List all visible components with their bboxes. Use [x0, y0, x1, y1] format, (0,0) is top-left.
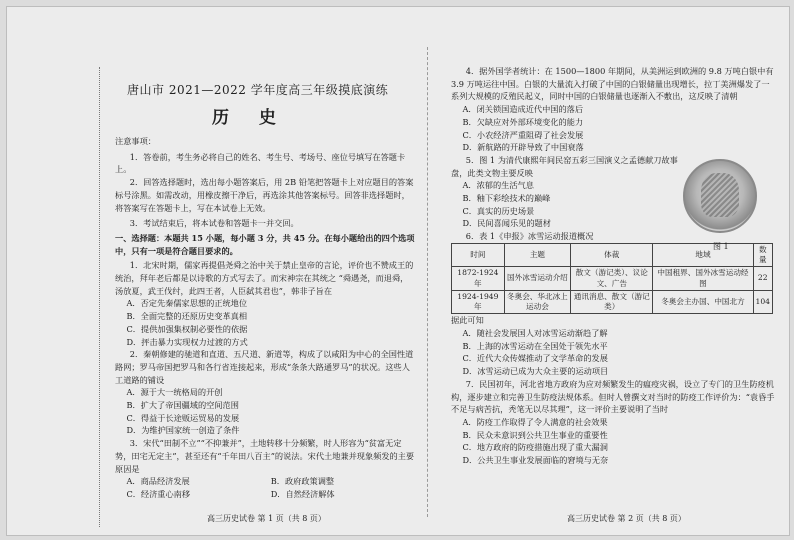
question-2: 2．秦朝修建的驰道和直道、五尺道、新道等，构成了以咸阳为中心的全国性道路网；罗马帝国把罗马和各行省连接起来，形成“条条大路通罗马”的状况。这些人工道路的铺设 [115, 349, 414, 385]
table-cell: 冬奥会主办国、中国北方 [653, 290, 753, 314]
right-column [451, 65, 777, 467]
q2-option-a: A．源于大一统格局的开创 [126, 387, 223, 398]
q3-option-d: D．自然经济解体 [270, 488, 335, 499]
table-cell: 散文（游记类）、议论文、广告 [571, 267, 653, 291]
footer-page-1: 高三历史试卷 第 1 页（共 8 页） [207, 514, 326, 523]
table-header-cell: 地域 [653, 243, 753, 267]
q1-option-c: C．提供加强集权制必要性的依据 [126, 323, 248, 334]
q2-option-c: C．得益于长途贩运贸易的发展 [126, 412, 240, 423]
question-6: 6．表 1《申报》冰雪运动报道概况 [465, 231, 594, 242]
q2-option-b: B．扩大了帝国疆域的空间范围 [126, 400, 239, 411]
q2-option-d: D．为维护国家统一创造了条件 [126, 425, 240, 436]
q6-option-a: A．随社会发展国人对冰雪运动渐趋了解 [462, 328, 608, 339]
porcelain-plate-image [683, 159, 757, 233]
q3-option-b: B．政府政策调整 [270, 476, 335, 487]
table-cell: 中国租界、国外冰雪运动经图 [653, 267, 753, 291]
q6-option-c: C．近代大众传媒推动了文学革命的发展 [462, 353, 608, 364]
notes-title: 注意事项： [115, 136, 156, 146]
q5-option-a: A．浓郁的生活气息 [462, 180, 534, 191]
q5-option-b: B．釉下彩绘技术的巅峰 [462, 193, 551, 204]
q3-option-c: C．经济重心南移 [126, 488, 191, 499]
note-2: 2．回答选择题时，选出每小题答案后，用 2B 铅笔把答题卡上对应题目的答案标号涂黑。如需改动，用橡皮擦干净后，再选涂其他答案标号。回答非选择题时，将答案写在答题卡上，写在本试卷上无效。 [115, 177, 414, 213]
binding-line [99, 67, 102, 527]
q1-option-b: B．全面完整的还原历史变革真相 [126, 311, 248, 322]
report-table [451, 243, 773, 315]
table-cell: 通讯消息、散文（游记类） [571, 290, 653, 314]
q7-option-d: D．公共卫生事业发展面临的窘境与无奈 [462, 455, 609, 466]
table-row [452, 290, 773, 314]
table-header-cell: 主题 [504, 243, 570, 267]
q3-options-row-2 [115, 488, 415, 501]
exam-title: 唐山市 2021—2022 学年度高三年级摸底演练 [127, 83, 389, 97]
question-1: 1．北宋时期，儒家再提倡尧舜之治中关于禁止皇帝的言论，评价也不赞成王的统治，拜年老后都是以诗歌的方式写去了。而宋神宗在其统之 “舜遇尧，而退舜，汤放夏，武王伐纣，此四王者，人臣弑其君也”，韩非子旨在 [115, 260, 414, 296]
figure-caption: 图 1 [713, 242, 729, 251]
table-header-cell: 体裁 [571, 243, 653, 267]
table-cell: 国外冰雪运动介绍 [504, 267, 570, 291]
q4-option-a: A．闭关锁国造成近代中国的落后 [462, 104, 584, 115]
question-5: 5．图 1 为清代康熙年间民窑五彩三国演义之孟德献刀故事盘，此类文物主要反映 [451, 154, 678, 178]
q4-option-d: D．新航路的开辟导致了中国衰落 [462, 142, 584, 153]
table-row [452, 267, 773, 291]
q3-option-a: A．商品经济发展 [126, 476, 190, 487]
q5-option-d: D．民间喜闻乐见的题材 [462, 218, 551, 229]
q6-lead: 据此可知 [451, 315, 484, 326]
section-heading: 一、选择题：本题共 15 小题，每小题 3 分，共 45 分。在每小题给出的四个选项中，只有一项是符合题目要求的。 [115, 232, 415, 256]
table-cell: 22 [753, 267, 773, 291]
table-cell: 104 [753, 290, 773, 314]
question-7: 7．民国初年，河北省地方政府为应对频繁发生的瘟疫灾祸，设立了专门的卫生防疫机构，逐步建立和完善卫生防疫法规体系。但时人曾撰文对当时的防疫工作评价为：“袁昏手不足与病苦抗，秃笔无以尽其理”，这一评价主要说明了当时 [451, 378, 775, 415]
footer-page-2: 高三历史试卷 第 2 页（共 8 页） [567, 514, 686, 523]
q1-option-d: D．抨击暴力实现权力过渡的方式 [126, 336, 248, 347]
q4-option-c: C．小农经济严重阻碍了社会发展 [462, 129, 584, 140]
table-cell: 1872-1924 年 [452, 267, 505, 291]
q5-option-c: C．真实的历史场景 [462, 205, 535, 216]
plate-painting [701, 173, 739, 217]
table-header-cell: 数量 [753, 243, 773, 267]
q6-option-d: D．冰雪运动已成为大众主要的运动项目 [462, 366, 609, 377]
q4-option-b: B．欠缺应对外部环境变化的能力 [462, 116, 584, 127]
q7-option-b: B．民众未意识到公共卫生事业的重要性 [462, 429, 608, 440]
q6-option-b: B．上海的冰雪运动在全国处于领先水平 [462, 340, 608, 351]
q7-option-a: A．防疫工作取得了令人满意的社会效果 [462, 416, 608, 427]
table-cell: 1924-1949 年 [452, 290, 505, 314]
q3-options-row-1 [115, 475, 415, 488]
table-header-cell: 时间 [452, 243, 505, 267]
page-divider [427, 47, 428, 517]
notes-block [115, 135, 415, 501]
table-cell: 冬奥会、华北冰上运动会 [504, 290, 570, 314]
question-3: 3．宋代“田制不立”“不抑兼并”，土地转移十分频繁，时人形容为“贫富无定势，田宅无定主”，甚至还有“千年田八百主”的说法。宋代土地兼并现象频发的主要原因是 [115, 438, 415, 474]
subject-title: 历 史 [212, 108, 288, 128]
q1-option-a: A．否定先秦儒家思想的正统地位 [126, 298, 248, 309]
note-3: 3．考试结束后，将本试卷和答题卡一并交回。 [129, 218, 299, 229]
q7-option-c: C．地方政府的防疫措施出现了重大漏洞 [462, 442, 608, 453]
exam-sheet [6, 6, 790, 536]
note-1: 1．答卷前，考生务必将自己的姓名、考生号、考场号、座位号填写在答题卡上。 [115, 151, 406, 175]
question-4: 4．据外国学者统计：在 1500—1800 年期间，从美洲运到欧洲的 9.8 万吨白银中有 3.9 万吨运往中国。白银的大量流入打破了中国的白银储量出现增长，拉丁美洲爆发了一系列大规模的反殖民起义，同时中国的白银储量也逐渐入不敷出，这反映了清朝 [451, 66, 774, 102]
